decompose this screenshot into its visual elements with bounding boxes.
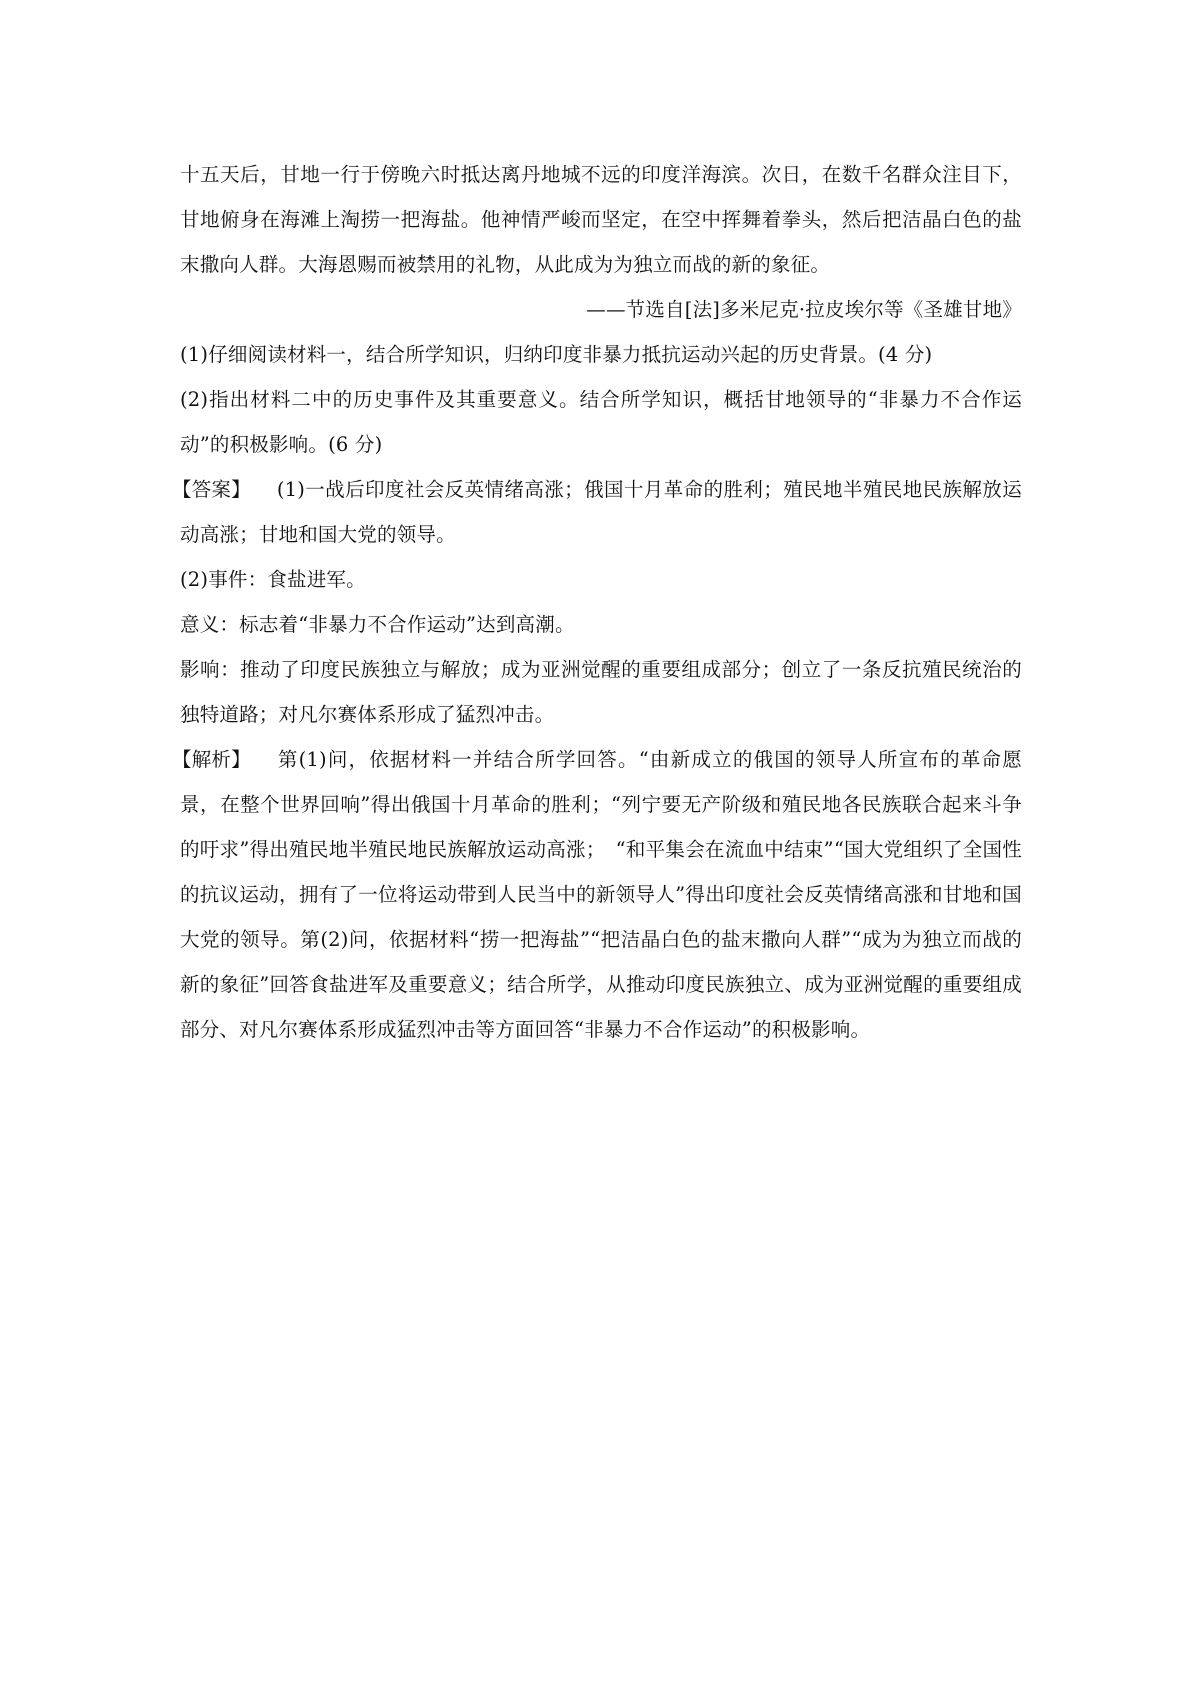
document-page [172,152,1022,1052]
material-source: ——节选自[法]多米尼克·拉皮埃尔等《圣雄甘地》 [586,298,1022,321]
answer-meaning: 意义：标志着“非暴力不合作运动”达到高潮。 [180,613,575,636]
analysis-text: 第(1)问，依据材料一并结合所学回答。“由新成立的俄国的领导人所宣布的革命愿景，在整个世界回响”得出俄国十月革命的胜利；“列宁要无产阶级和殖民地各民族联合起来斗争的吁求”得出殖民地半殖民地民族解放运动高涨； “和平集会在流血中结束”“国大党组织了全国性的抗议运动，拥有了一位将运动带到人民当中的新领导人”得出印度社会反英情绪高涨和甘地和国大党的领导。第(2)问，依据材料“捞一把海盐”“把洁晶白色的盐末撒向人群”“成为为独立而战的新的象征”回答食盐进军及重要意义；结合所学，从推动印度民族独立、成为亚洲觉醒的重要组成部分、对凡尔赛体系形成猛烈冲击等方面回答“非暴力不合作运动”的积极影响。 [180,748,1022,1041]
material-paragraph: 十五天后，甘地一行于傍晚六时抵达离丹地城不远的印度洋海滨。次日，在数千名群众注目下，甘地俯身在海滩上淘捞一把海盐。他神情严峻而坚定，在空中挥舞着拳头，然后把洁晶白色的盐末撒向人群。大海恩赐而被禁用的礼物，从此成为为独立而战的新的象征。 [180,163,1022,276]
answer-part-1-text: (1)一战后印度社会反英情绪高涨；俄国十月革命的胜利；殖民地半殖民地民族解放运动高涨；甘地和国大党的领导。 [180,478,1022,546]
analysis-tag: 【解析】 [172,748,251,771]
answer-impact: 影响：推动了印度民族独立与解放；成为亚洲觉醒的重要组成部分；创立了一条反抗殖民统治的独特道路；对凡尔赛体系形成了猛烈冲击。 [180,658,1022,726]
question-1: (1)仔细阅读材料一，结合所学知识，归纳印度非暴力抵抗运动兴起的历史背景。(4 分) [180,343,933,366]
answer-tag: 【答案】 [172,478,251,501]
answer-event: (2)事件：食盐进军。 [180,568,366,591]
question-2: (2)指出材料二中的历史事件及其重要意义。结合所学知识，概括甘地领导的“非暴力不合作运动”的积极影响。(6 分) [180,388,1022,456]
answer-part-1 [172,467,1022,557]
analysis [172,737,1022,1052]
